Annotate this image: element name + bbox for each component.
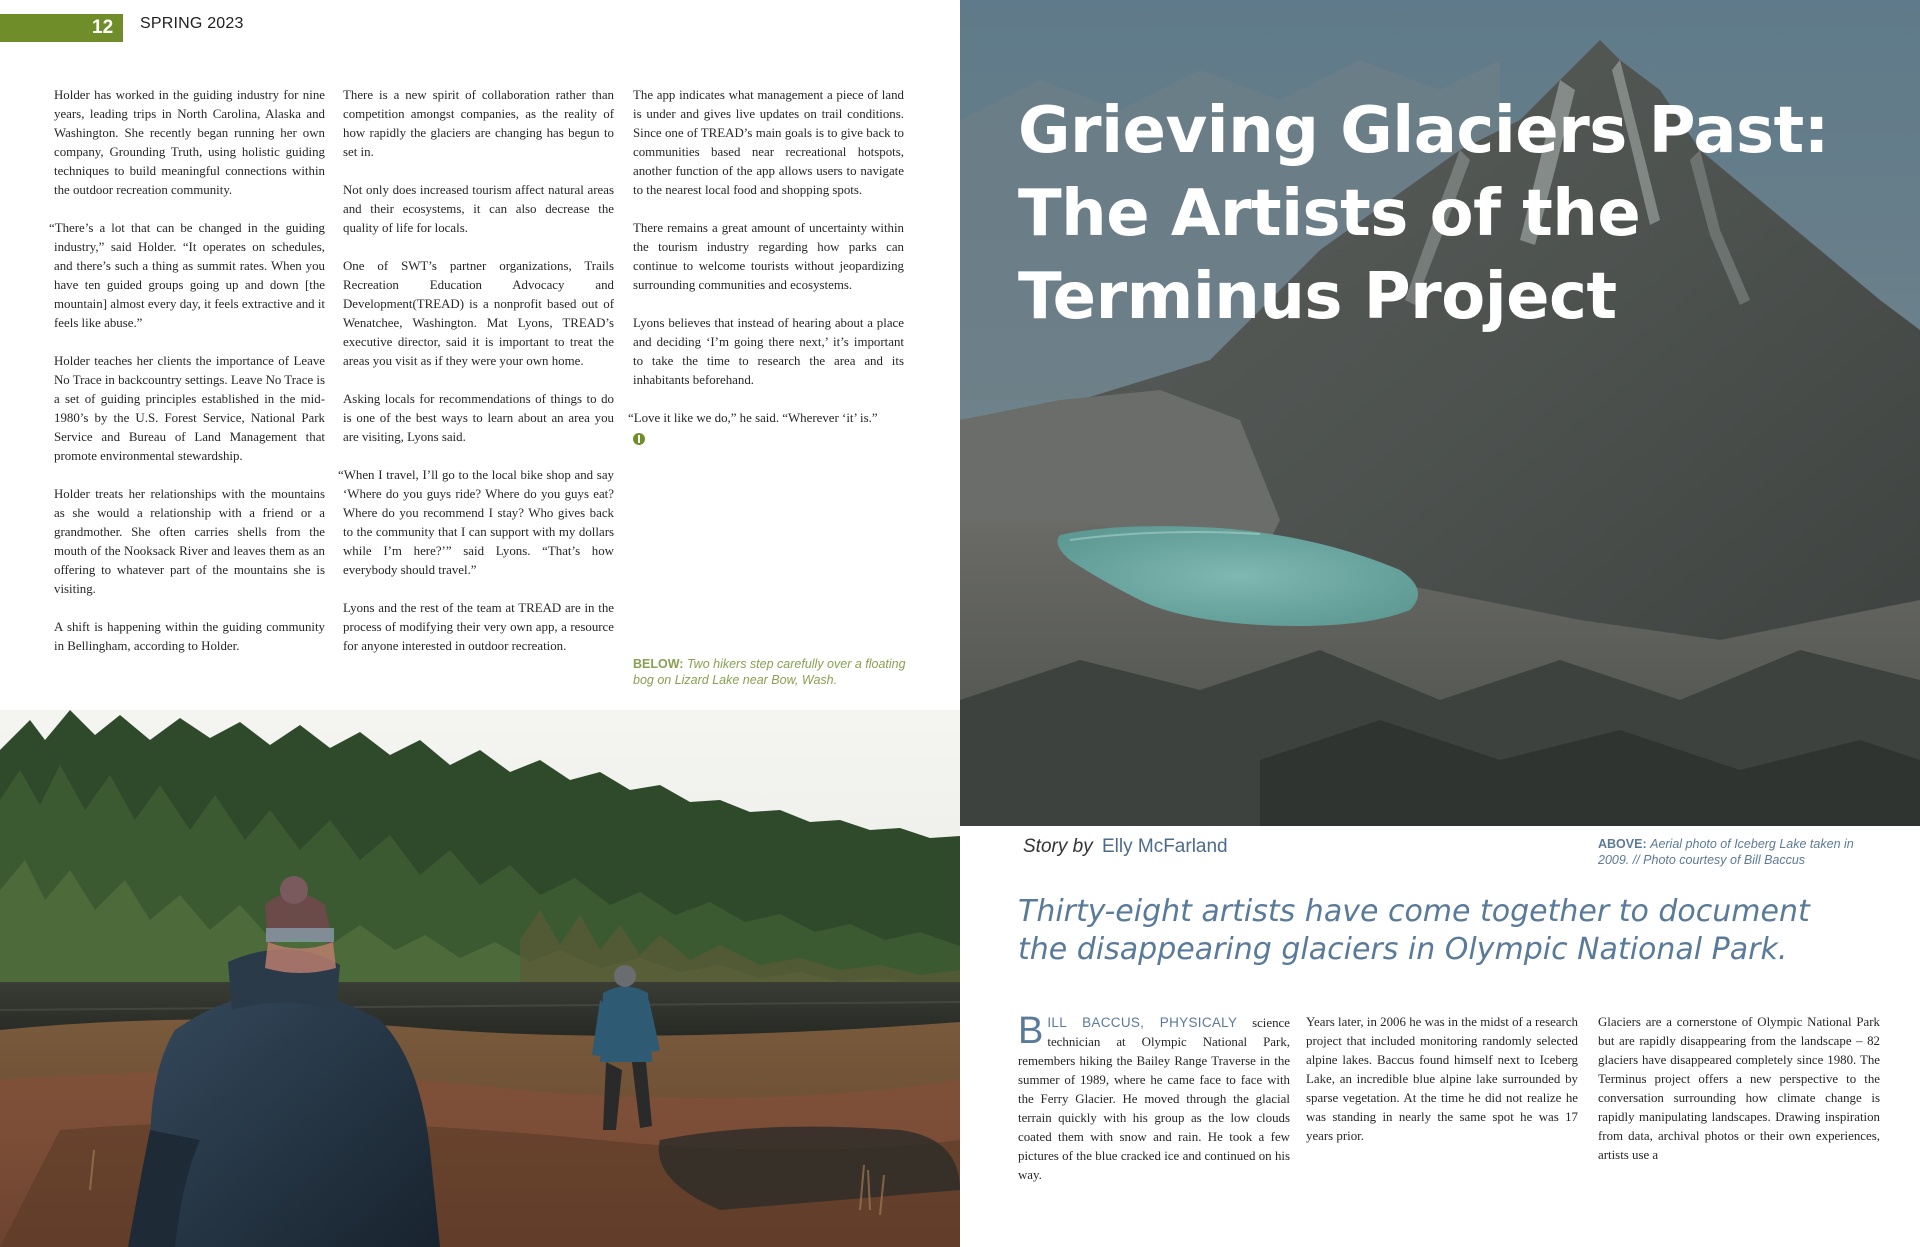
text-column-1 bbox=[49, 86, 326, 675]
right-page bbox=[960, 0, 1920, 1247]
paragraph: “There’s a lot that can be changed in the guiding industry,” said Holder. “It operates on schedules, and there’s such a thing as summit rates. When you have ten guided groups going up and down [the mountain] almost every day, it feels extractive and it feels like abuse.” bbox=[49, 221, 325, 330]
paragraph: “Love it like we do,” he said. “Wherever ‘it’ is.” bbox=[628, 411, 878, 425]
text-column-2 bbox=[338, 86, 614, 675]
caption-label: BELOW: bbox=[633, 657, 684, 671]
paragraph: Glaciers are a cornerstone of Olympic National Park but are rapidly disappearing from the landscape – 82 glaciers have disappeared completely since 1980. The Terminus project offers a new perspective to the conversation surrounding how climate change is rapidly manipulating landscapes. Drawing inspiration from data, archival photos or their own experiences, artists use a bbox=[1598, 1015, 1880, 1162]
paragraph: Holder treats her relationships with the mountains as she would a relationship with a friend or a grandmother. She often carries shells from the mouth of the Nooksack River and leaves them as an offering to whatever part of the mountains she is visiting. bbox=[54, 487, 325, 596]
paragraph: There is a new spirit of collaboration rather than competition amongst companies, as the reality of how rapidly the glaciers are changing has begun to set in. bbox=[343, 88, 614, 159]
article-headline bbox=[1018, 90, 1898, 339]
article-column-2 bbox=[1306, 1013, 1578, 1146]
text-column-3 bbox=[628, 86, 904, 451]
page-number: 12 bbox=[92, 17, 114, 38]
photo-caption-above bbox=[1598, 836, 1888, 868]
paragraph: Not only does increased tourism affect natural areas and their ecosystems, it can also decrease the quality of life for locals. bbox=[343, 183, 614, 235]
end-mark-icon bbox=[633, 433, 645, 445]
byline-prefix: Story by bbox=[1023, 836, 1093, 857]
drop-cap: B bbox=[1018, 1010, 1044, 1052]
author-name: Elly McFarland bbox=[1101, 836, 1228, 857]
issue-label: SPRING 2023 bbox=[140, 15, 244, 32]
headline-line: Grieving Glaciers Past: bbox=[1018, 94, 1829, 168]
caption-text: Aerial photo of Iceberg Lake taken in 2009. // Photo courtesy of Bill Baccus bbox=[1598, 837, 1854, 867]
paragraph: Lyons believes that instead of hearing about a place and deciding ‘I’m going there next,’ it’s important to take the time to research the area and its inhabitants beforehand. bbox=[633, 316, 904, 387]
paragraph: Holder has worked in the guiding industry for nine years, leading trips in North Carolina, Alaska and Washington. She recently began running her own company, Grounding Truth, using holistic guiding techniques to build meaningful connections within the outdoor recreation community. bbox=[54, 88, 325, 197]
paragraph: Holder teaches her clients the importance of Leave No Trace in backcountry settings. Leave No Trace is a set of guiding principles established in the mid-1980’s by the U.S. Forest Service, National Park Service and Bureau of Land Management that promote environmental stewardship. bbox=[54, 354, 326, 463]
lead-in-caps: ILL BACCUS, PHYSICALY bbox=[1047, 1015, 1238, 1030]
caption-text: Two hikers step carefully over a floating bog on Lizard Lake near Bow, Wash. bbox=[633, 657, 906, 687]
headline-line: The Artists of the bbox=[1018, 177, 1641, 251]
paragraph: A shift is happening within the guiding community in Bellingham, according to Holder. bbox=[54, 620, 325, 653]
paragraph: Years later, in 2006 he was in the midst of a research project that included monitoring randomly selected alpine lakes. Baccus found himself next to Iceberg Lake, an incredible blue alpine lake surrounded by sparse vegetation. At the time he did not realize he was standing in nearly the same spot he was 17 years prior. bbox=[1306, 1015, 1578, 1143]
article-column-3 bbox=[1598, 1013, 1880, 1165]
headline-line: Terminus Project bbox=[1018, 260, 1617, 334]
paragraph: “When I travel, I’ll go to the local bike shop and say ‘Where do you guys ride? Where do you guys eat? Where do you recommend I stay? Who gives back to the community that I can support with my dollars while I’m here?’” said Lyons. “That’s how everybody should travel.” bbox=[338, 468, 614, 577]
paragraph-text: science technician at Olympic National Park, remembers hiking the Bailey Range Traverse in the summer of 1989, where he came face to face with the Ferry Glacier. He moved through the glacial terrain quickly with his group as the low clouds coated them with snow and rain. He took a few pictures of the blue cracked ice and continued on his way. bbox=[1018, 1016, 1290, 1182]
byline bbox=[1023, 836, 1228, 858]
article-deck: Thirty-eight artists have come together to document the disappearing glaciers in Olympic National Park. bbox=[1018, 894, 1810, 967]
paragraph: Lyons and the rest of the team at TREAD are in the process of modifying their very own app, a resource for anyone interested in outdoor recreation. bbox=[343, 601, 614, 653]
article-column-1 bbox=[1018, 1010, 1290, 1185]
paragraph: One of SWT’s partner organizations, Trails Recreation Education Advocacy and Development(TREAD) is a nonprofit based out of Wenatchee, Washington. Mat Lyons, TREAD’s executive director, said it is important to treat the areas you visit as if they were your own home. bbox=[343, 259, 614, 368]
paragraph: There remains a great amount of uncertainty within the tourism industry regarding how parks can continue to welcome tourists without jeopardizing surrounding communities and ecosystems. bbox=[633, 221, 904, 292]
photo-caption-below bbox=[633, 656, 913, 688]
hikers-bog-photo bbox=[0, 710, 960, 1247]
paragraph: Asking locals for recommendations of things to do is one of the best ways to learn about an area you are visiting, Lyons said. bbox=[343, 392, 614, 444]
paragraph: The app indicates what management a piece of land is under and gives live updates on trail conditions. Since one of TREAD’s main goals is to give back to communities based near recreational hotspots, another function of the app allows users to navigate to the nearest local food and shopping spots. bbox=[633, 88, 904, 197]
paragraph bbox=[1018, 1010, 1290, 1185]
caption-label: ABOVE: bbox=[1598, 837, 1647, 851]
